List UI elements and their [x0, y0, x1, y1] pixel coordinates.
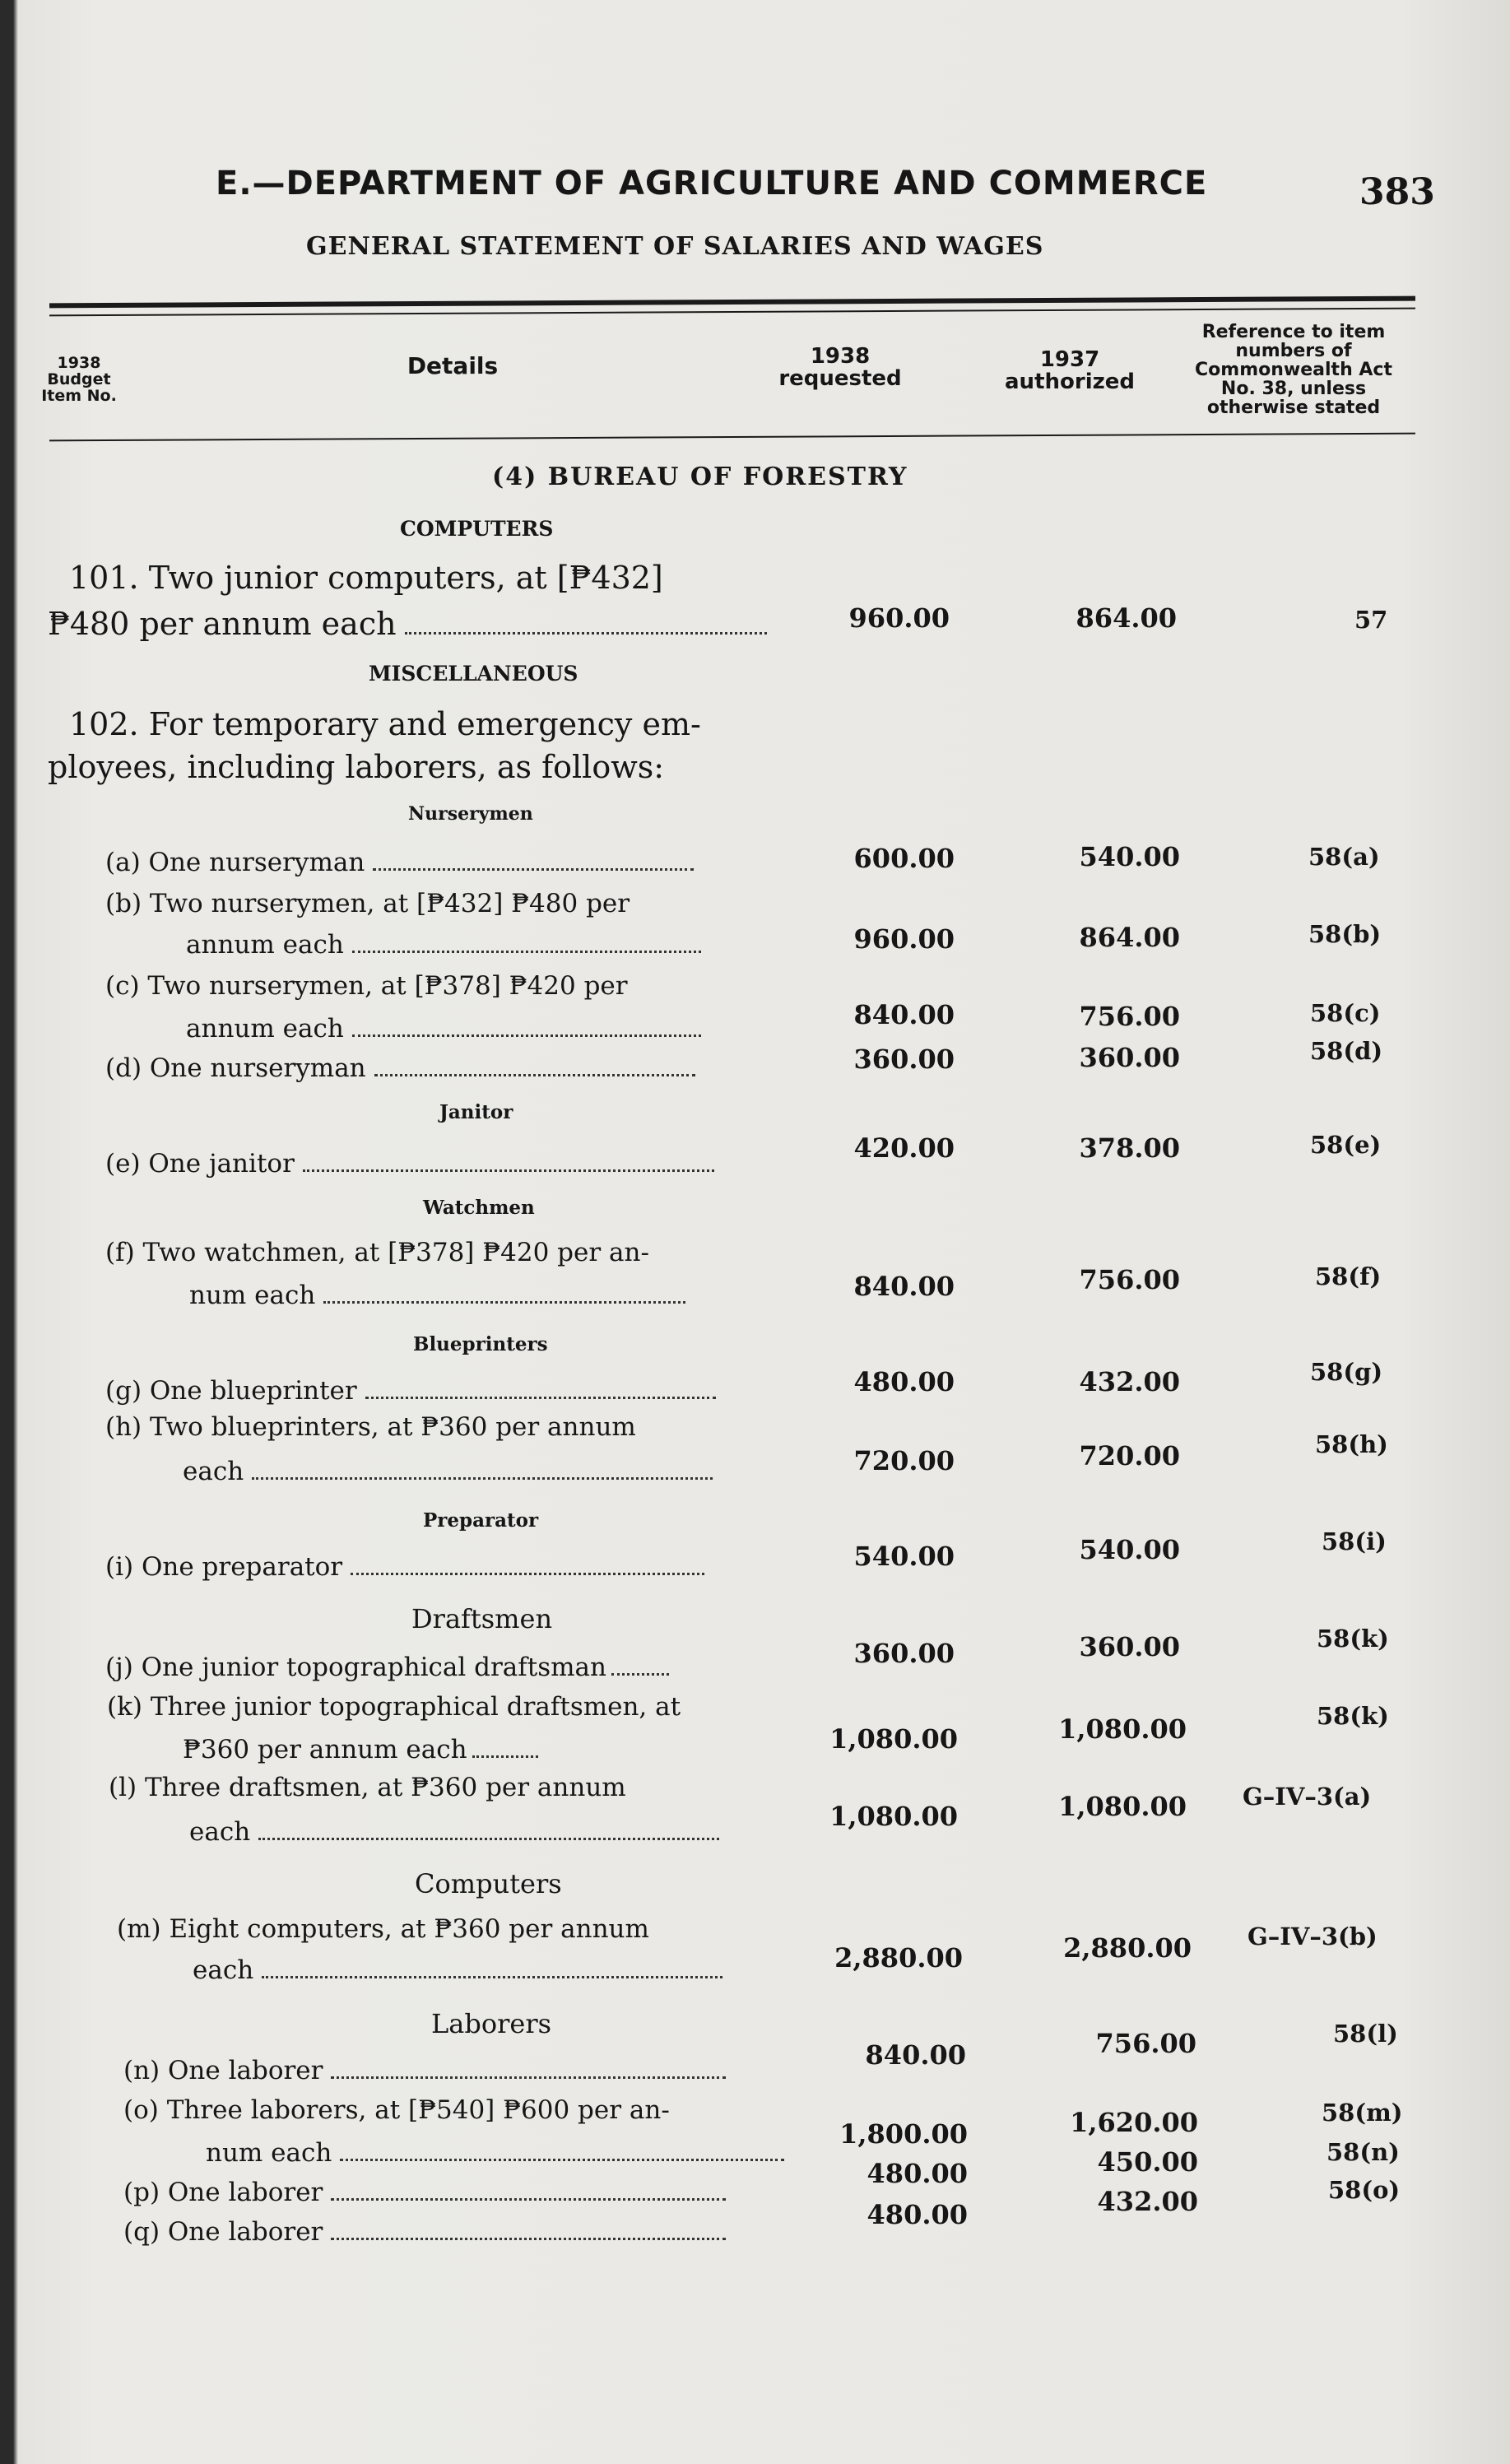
item-c-authorized: 756.00 [1079, 1001, 1180, 1032]
item-i-line1 [105, 1552, 704, 1582]
item-l-requested: 1,080.00 [829, 1801, 958, 1832]
item-e-ref: 58(e) [1310, 1131, 1382, 1159]
item-g-ref: 58(g) [1310, 1358, 1383, 1386]
col-authorized: 1937 authorized [1005, 347, 1135, 395]
item-101-ref: 57 [1354, 606, 1388, 634]
col-budget-item: 1938 Budget Item No. [41, 354, 117, 405]
section-blueprinters: Blueprinters [413, 1333, 548, 1355]
leader-dots [351, 1568, 704, 1575]
header-rule-top-2 [49, 308, 1415, 317]
item-d-text: (d) One nurseryman [105, 1053, 366, 1083]
item-f-line2 [189, 1281, 685, 1310]
item-101-requested: 960.00 [848, 602, 950, 634]
item-o-requested: 1,800.00 [839, 2118, 968, 2150]
page-number: 383 [1359, 171, 1435, 213]
item-c-line2 [186, 1014, 701, 1044]
col-requested: 1938 requested [778, 344, 902, 392]
item-l-line2-text: each [189, 1817, 251, 1847]
item-102-line2: ployees, including laborers, as follows: [48, 749, 665, 785]
section-watchmen: Watchmen [423, 1197, 535, 1219]
item-m-line2-text: each [193, 1955, 254, 1985]
section-computers: Computers [415, 1868, 562, 1899]
item-c-requested: 840.00 [853, 999, 955, 1030]
item-m-ref: G–IV–3(b) [1247, 1922, 1378, 1950]
leader-dots [352, 946, 701, 953]
item-m-authorized: 2,880.00 [1063, 1932, 1192, 1964]
leader-dots [374, 1069, 695, 1076]
item-p-requested: 480.00 [867, 2158, 968, 2189]
item-b-authorized: 864.00 [1079, 922, 1180, 953]
item-i-ref: 58(i) [1322, 1527, 1387, 1555]
leader-dots [252, 1472, 713, 1480]
department-title: E.—DEPARTMENT OF AGRICULTURE AND COMMERCE [216, 165, 1208, 202]
item-102-line1: 102. For temporary and emergency em- [69, 706, 701, 742]
leader-dots [373, 863, 694, 871]
item-h-line1: (h) Two blueprinters, at ₱360 per annum [105, 1412, 636, 1442]
item-g-text: (g) One blueprinter [105, 1376, 357, 1406]
leader-dots [331, 2193, 726, 2201]
item-101-authorized: 864.00 [1076, 602, 1177, 634]
item-b-requested: 960.00 [853, 923, 955, 955]
item-p-text: (p) One laborer [123, 2178, 323, 2207]
leader-dots [323, 1296, 685, 1304]
item-b-line2 [186, 930, 701, 960]
item-n-authorized: 756.00 [1095, 2028, 1196, 2059]
item-j-requested: 360.00 [853, 1638, 955, 1669]
item-p-line1 [123, 2178, 726, 2207]
item-q-authorized: 432.00 [1097, 2186, 1198, 2217]
item-g-authorized: 432.00 [1079, 1366, 1180, 1397]
item-q-requested: 480.00 [867, 2199, 968, 2230]
leader-dots [303, 1165, 714, 1172]
item-f-requested: 840.00 [853, 1271, 955, 1302]
item-e-text: (e) One janitor [105, 1149, 295, 1179]
item-e-line1 [105, 1149, 714, 1179]
section-janitor: Janitor [439, 1101, 513, 1123]
item-101-line2 [48, 606, 767, 642]
item-c-line1: (c) Two nurserymen, at [₱378] ₱420 per [105, 971, 628, 1001]
item-f-authorized: 756.00 [1079, 1264, 1180, 1295]
item-f-line2-text: num each [189, 1281, 316, 1310]
item-c-ref: 58(c) [1310, 999, 1381, 1027]
item-d-requested: 360.00 [853, 1044, 955, 1075]
item-o-line1: (o) Three laborers, at [₱540] ₱600 per an- [123, 2095, 670, 2125]
item-a-ref: 58(a) [1308, 843, 1380, 871]
item-p-authorized: 450.00 [1097, 2146, 1198, 2178]
item-j-text: (j) One junior topographical draftsman [105, 1653, 606, 1682]
section-draftsmen: Draftsmen [411, 1603, 553, 1634]
col-details: Details [407, 352, 499, 379]
item-i-requested: 540.00 [853, 1541, 955, 1572]
item-o-authorized: 1,620.00 [1070, 2107, 1198, 2138]
item-b-line2-text: annum each [186, 930, 344, 960]
item-a-text: (a) One nurseryman [105, 848, 365, 877]
item-h-requested: 720.00 [853, 1445, 955, 1476]
item-q-ref: 58(o) [1328, 2176, 1401, 2204]
leader-dots [340, 2154, 784, 2161]
section-nurserymen: Nurserymen [408, 803, 533, 825]
leader-dots [331, 2071, 726, 2079]
item-p-ref: 58(n) [1326, 2138, 1400, 2166]
item-e-authorized: 378.00 [1079, 1132, 1180, 1164]
item-h-ref: 58(h) [1315, 1430, 1388, 1458]
item-c-line2-text: annum each [186, 1014, 344, 1044]
item-f-ref: 58(f) [1315, 1262, 1382, 1290]
statement-subtitle: GENERAL STATEMENT OF SALARIES AND WAGES [306, 232, 1044, 261]
item-d-ref: 58(d) [1310, 1037, 1383, 1065]
leader-dots [262, 1971, 722, 1978]
item-n-requested: 840.00 [865, 2039, 966, 2071]
item-i-authorized: 540.00 [1079, 1534, 1180, 1565]
item-d-authorized: 360.00 [1079, 1042, 1180, 1073]
item-n-text: (n) One laborer [123, 2056, 323, 2085]
item-o-line2-text: num each [206, 2138, 332, 2168]
item-e-requested: 420.00 [853, 1132, 955, 1164]
leader-dots [331, 2233, 726, 2240]
item-a-line1 [105, 848, 694, 877]
item-m-line1: (m) Eight computers, at ₱360 per annum [117, 1914, 649, 1944]
item-o-line2 [206, 2138, 784, 2168]
item-g-requested: 480.00 [853, 1366, 955, 1397]
item-101-line2-text: ₱480 per annum each [48, 606, 397, 642]
item-l-line1: (l) Three draftsmen, at ₱360 per annum [109, 1773, 626, 1802]
item-n-line1 [123, 2056, 726, 2085]
section-laborers: Laborers [431, 2008, 552, 2039]
item-d-line1 [105, 1053, 695, 1083]
section-miscellaneous: MISCELLANEOUS [369, 662, 578, 686]
item-k-authorized: 1,080.00 [1058, 1713, 1187, 1745]
leader-dots [258, 1833, 719, 1840]
item-j-authorized: 360.00 [1079, 1631, 1180, 1662]
item-a-authorized: 540.00 [1079, 841, 1180, 872]
leader-dots [405, 627, 767, 635]
col-reference: Reference to item numbers of Commonwealth Act No. 38, unless otherwise stated [1195, 322, 1392, 419]
item-b-ref: 58(b) [1308, 920, 1382, 948]
item-b-line1: (b) Two nurserymen, at [₱432] ₱480 per [105, 889, 630, 918]
leader-dots [365, 1392, 716, 1399]
item-k-requested: 1,080.00 [829, 1723, 958, 1755]
leader-dots [352, 1030, 701, 1037]
section-computers-top: COMPUTERS [400, 517, 554, 541]
header-rule-top [49, 296, 1415, 309]
item-m-line2 [193, 1955, 722, 1985]
item-h-line2 [183, 1457, 713, 1486]
item-j-line1 [105, 1653, 669, 1682]
item-l-authorized: 1,080.00 [1058, 1791, 1187, 1822]
item-h-line2-text: each [183, 1457, 244, 1486]
leader-dots [611, 1668, 669, 1676]
item-q-line1 [123, 2217, 726, 2247]
item-k-line2 [183, 1735, 538, 1764]
item-l-line2 [189, 1817, 719, 1847]
item-l-ref: G–IV–3(a) [1243, 1783, 1372, 1811]
item-h-authorized: 720.00 [1079, 1440, 1180, 1471]
item-f-line1: (f) Two watchmen, at [₱378] ₱420 per an- [105, 1238, 649, 1267]
item-k-line2-text: ₱360 per annum each [183, 1735, 467, 1764]
item-101-line1: 101. Two junior computers, at [₱432] [69, 560, 663, 596]
item-i-text: (i) One preparator [105, 1552, 343, 1582]
item-n-ref: 58(l) [1333, 2020, 1398, 2048]
header-rule-bottom [49, 433, 1415, 442]
item-g-line1 [105, 1376, 716, 1406]
item-q-text: (q) One laborer [123, 2217, 323, 2247]
bureau-heading: (4) BUREAU OF FORESTRY [492, 463, 908, 491]
item-a-requested: 600.00 [853, 843, 955, 874]
item-k-ref: 58(k) [1317, 1702, 1389, 1730]
section-preparator: Preparator [423, 1509, 539, 1532]
item-j-ref: 58(k) [1317, 1625, 1389, 1653]
item-o-ref: 58(m) [1322, 2099, 1403, 2127]
item-m-requested: 2,880.00 [834, 1942, 963, 1974]
leader-dots [472, 1750, 538, 1758]
item-k-line1: (k) Three junior topographical draftsmen, at [107, 1692, 681, 1722]
